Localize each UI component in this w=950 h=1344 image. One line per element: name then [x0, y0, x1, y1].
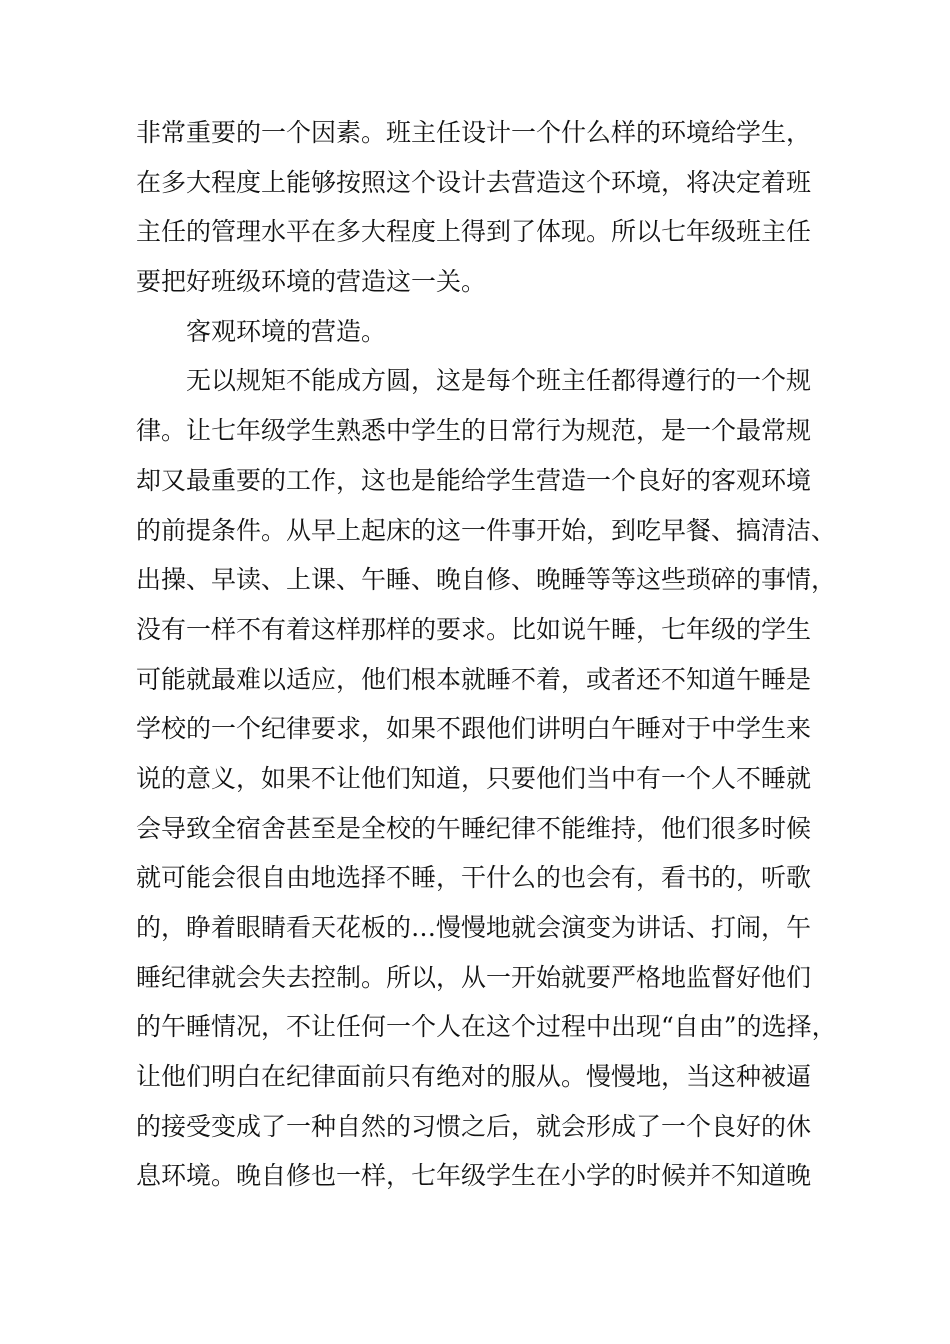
text-line: 要把好班级环境的营造这一关。 — [136, 267, 487, 297]
text-line: 却又最重要的工作，这也是能给学生营造一个良好的客观环境 — [136, 465, 812, 495]
text-line: 让他们明白在纪律面前只有绝对的服从。慢慢地，当这种被逼 — [136, 1062, 812, 1092]
text-line: 说的意义，如果不让他们知道，只要他们当中有一个人不睡就 — [136, 763, 812, 793]
document-body — [136, 108, 836, 1201]
text-line: 的，睁着眼睛看天花板的…慢慢地就会演变为讲话、打闹，午 — [136, 913, 812, 942]
text-line: 的午睡情况，不让任何一个人在这个过程中出现“自由”的选择， — [136, 1012, 837, 1042]
paragraph-first-line: 无以规矩不能成方圆，这是每个班主任都得遵行的一个规 — [186, 366, 812, 396]
text-line: 的前提条件。从早上起床的这一件事开始，到吃早餐、搞清洁、 — [136, 515, 837, 545]
text-line: 出操、早读、上课、午睡、晚自修、晚睡等等这些琐碎的事情， — [136, 565, 837, 595]
text-line: 主任的管理水平在多大程度上得到了体现。所以七年级班主任 — [136, 217, 812, 247]
text-line: 学校的一个纪律要求，如果不跟他们讲明白午睡对于中学生来 — [136, 714, 812, 744]
text-line: 没有一样不有着这样那样的要求。比如说午睡，七年级的学生 — [136, 614, 812, 644]
text-line: 就可能会很自由地选择不睡，干什么的也会有，看书的，听歌 — [136, 863, 812, 893]
text-line: 非常重要的一个因素。班主任设计一个什么样的环境给学生， — [136, 118, 812, 147]
text-line: 息环境。晚自修也一样，七年级学生在小学的时候并不知道晚 — [136, 1161, 812, 1191]
text-line: 可能就最难以适应，他们根本就睡不着，或者还不知道午睡是 — [136, 664, 812, 694]
text-line: 律。让七年级学生熟悉中学生的日常行为规范，是一个最常规 — [136, 416, 812, 446]
text-line: 睡纪律就会失去控制。所以，从一开始就要严格地监督好他们 — [136, 962, 812, 992]
text-line: 会导致全宿舍甚至是全校的午睡纪律不能维持，他们很多时候 — [136, 813, 812, 843]
text-line: 在多大程度上能够按照这个设计去营造这个环境，将决定着班 — [136, 167, 812, 197]
text-line: 的接受变成了一种自然的习惯之后，就会形成了一个良好的休 — [136, 1111, 812, 1141]
section-heading: 客观环境的营造。 — [186, 316, 387, 346]
